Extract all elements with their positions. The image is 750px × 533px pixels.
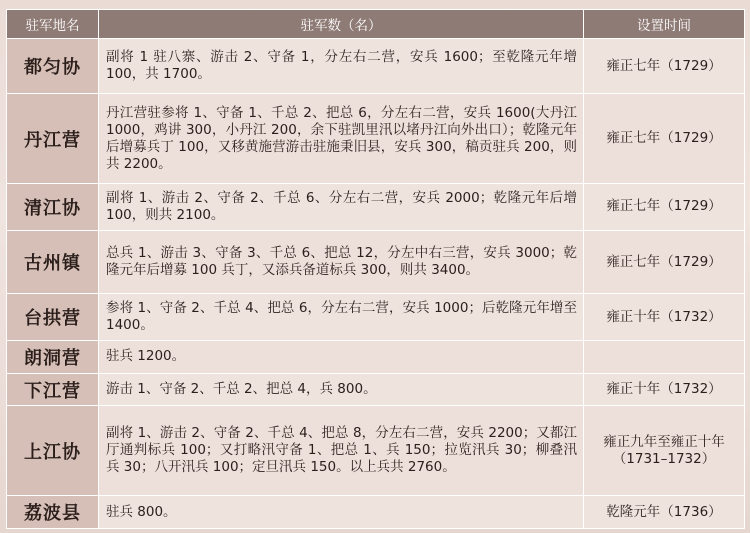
row-time: 雍正九年至雍正十年 （1731–1732） [584,406,745,496]
row-location: 丹江营 [7,94,99,184]
row-location: 古州镇 [7,230,99,293]
row-time: 乾隆元年（1736） [584,496,745,529]
table-row [7,496,745,529]
row-location: 都匀协 [7,39,99,94]
row-garrison: 参将 1、守备 2、千总 4、把总 6，分左右二营，安兵 1000；后乾隆元年增至 1400。 [99,294,584,341]
table-row [7,341,745,374]
header-garrison: 驻军数（名） [99,10,584,39]
table-row [7,94,745,184]
row-time: 雍正十年（1732） [584,373,745,406]
table-row [7,294,745,341]
row-time: 雍正七年（1729） [584,230,745,293]
header-time: 设置时间 [584,10,745,39]
row-garrison: 副将 1 驻八寨、游击 2、守备 1，分左右二营，安兵 1600；至乾隆元年增 100，共 1700。 [99,39,584,94]
row-garrison: 副将 1、游击 2、守备 2、千总 4、把总 8，分左右二营，安兵 2200；又都江厅通判标兵 100；又打略汛守备 1、把总 1、兵 150；拉览汛兵 30；柳叠汛兵 30；八开汛兵 100；定旦汛兵 150。以上兵共 2760。 [99,406,584,496]
row-time: 雍正七年（1729） [584,94,745,184]
table-row [7,406,745,496]
row-garrison: 驻兵 1200。 [99,341,584,374]
row-garrison: 副将 1、游击 2、守备 2、千总 6、分左右二营，安兵 2000；乾隆元年后增 100，则共 2100。 [99,183,584,230]
header-location: 驻军地名 [7,10,99,39]
row-garrison: 游击 1、守备 2、千总 2、把总 4，兵 800。 [99,373,584,406]
row-garrison: 总兵 1、游击 3、守备 3、千总 6、把总 12，分左中右三营，安兵 3000；乾隆元年后增募 100 兵丁，又添兵备道标兵 300，则共 3400。 [99,230,584,293]
row-time: 雍正七年（1729） [584,39,745,94]
row-garrison: 丹江营驻参将 1、守备 1、千总 2、把总 6，分左右二营，安兵 1600(大丹江 1000，鸡讲 300，小丹江 200，余下驻凯里汛以堵丹江向外出口）；乾隆元年后增募兵丁 100，又移黄施营游击驻施秉旧县，安兵 300，稿贡驻兵 200，则共 2200。 [99,94,584,184]
row-location: 下江营 [7,373,99,406]
row-location: 台拱营 [7,294,99,341]
row-garrison: 驻兵 800。 [99,496,584,529]
row-location: 上江协 [7,406,99,496]
table-row [7,183,745,230]
row-location: 朗洞营 [7,341,99,374]
row-location: 荔波县 [7,496,99,529]
table-header-row [7,10,745,39]
row-time: 雍正十年（1732） [584,294,745,341]
table-row [7,373,745,406]
row-time: 雍正七年（1729） [584,183,745,230]
row-location: 清江协 [7,183,99,230]
table-row [7,39,745,94]
row-time [584,341,745,374]
table-row [7,230,745,293]
garrison-table [6,9,745,529]
